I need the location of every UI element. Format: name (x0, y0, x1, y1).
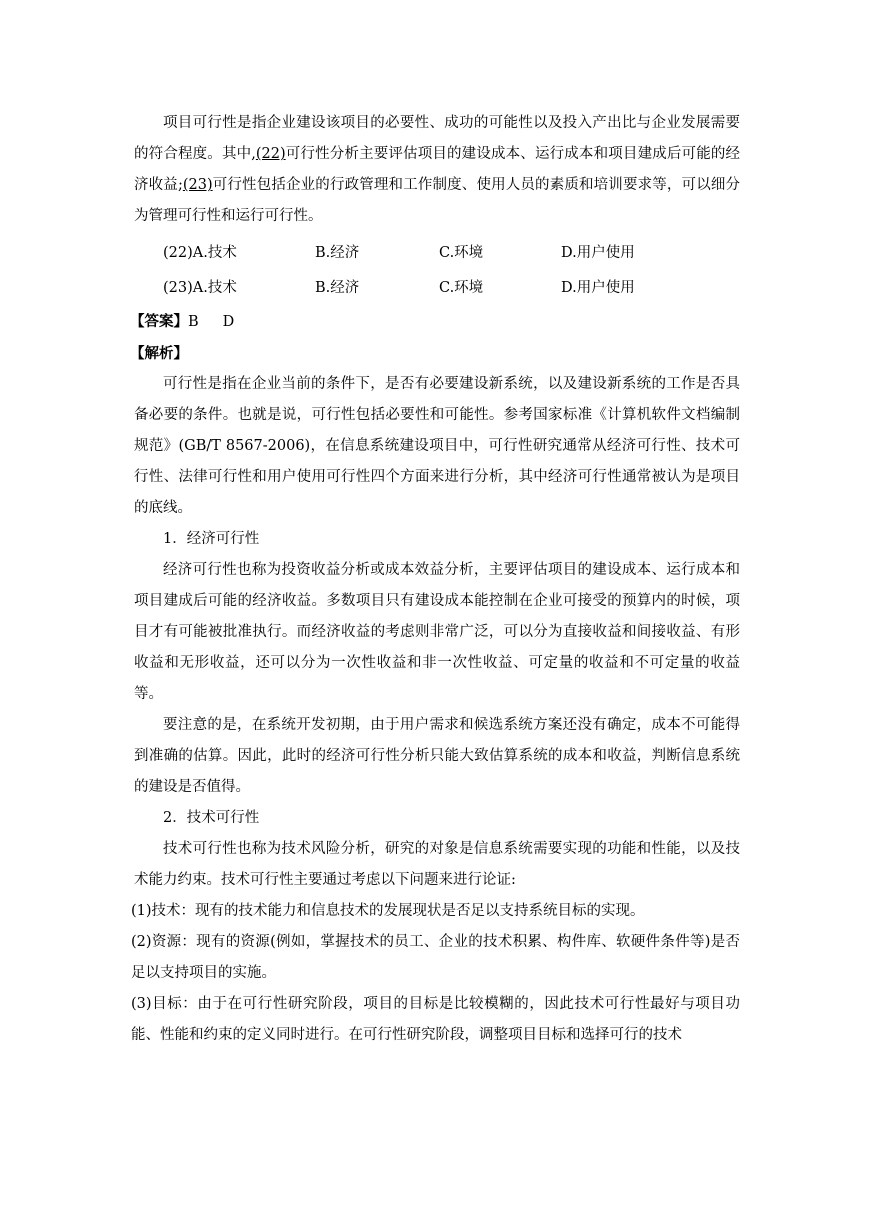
analysis-paragraph-2: 经济可行性也称为投资收益分析或成本效益分析，主要评估项目的建设成本、运行成本和项目建成后可能的经济收益。多数项目只有建设成本能控制在企业可接受的预算内的时候，项目才有可能被批准执行。而经济收益的考虑则非常广泛，可以分为直接收益和间接收益、有形收益和无形收益，还可以分为一次性收益和非一次性收益、可定量的收益和不可定量的收益等。 (134, 562, 740, 702)
list-item-1: (1)技术：现有的技术能力和信息技术的发展现状是否足以支持系统目标的实现。 (131, 903, 645, 919)
option-22-a: (22)A.技术 (163, 245, 237, 261)
answer-second: D (222, 314, 235, 330)
intro-paragraph (134, 108, 740, 232)
document-page (130, 108, 741, 1051)
option-23-a: (23)A.技术 (163, 280, 237, 296)
question-22-options (134, 236, 740, 271)
blank-22: (22) (255, 146, 286, 162)
section-heading-economic: 1．经济可行性 (163, 531, 260, 547)
analysis-paragraph-3: 要注意的是，在系统开发初期，由于用户需求和候选系统方案还没有确定，成本不可能得到准确的估算。因此，此时的经济可行性分析只能大致估算系统的成本和收益，判断信息系统的建设是否值得。 (134, 717, 740, 795)
option-22-b: B.经济 (315, 245, 360, 261)
answer-label: 【答案】 (130, 313, 188, 330)
question-23-options (134, 271, 740, 306)
option-23-b: B.经济 (315, 280, 360, 296)
intro-text-1: 项目可行性是指企业建设该项目的必要性、成功的可能性以及投入产出比与企业发展需要的符合程度。其中, (134, 115, 740, 162)
blank-23: (23) (182, 177, 213, 193)
answer-first: B (188, 314, 199, 330)
option-22-c: C.环境 (439, 245, 484, 261)
option-22-d: D.用户使用 (561, 245, 635, 261)
section-heading-technical: 2．技术可行性 (163, 810, 260, 826)
option-23-d: D.用户使用 (561, 280, 635, 296)
list-item-3: (3)目标：由于在可行性研究阶段，项目的目标是比较模糊的，因此技术可行性最好与项目功能、性能和约束的定义同时进行。在可行性研究阶段，调整项目目标和选择可行的技术 (131, 996, 740, 1043)
intro-text-2: 可行性分析主要评估项目的建设成本、运行成本和项目建成后可能的经济收益; (134, 146, 741, 193)
answer-line (130, 306, 740, 338)
analysis-label: 【解析】 (130, 345, 188, 362)
intro-text-3: 可行性包括企业的行政管理和工作制度、使用人员的素质和培训要求等，可以细分为管理可行性和运行可行性。 (134, 177, 741, 224)
analysis-paragraph-1: 可行性是指在企业当前的条件下，是否有必要建设新系统，以及建设新系统的工作是否具备必要的条件。也就是说，可行性包括必要性和可能性。参考国家标准《计算机软件文档编制规范》(GB/T 8567-2006)，在信息系统建设项目中，可行性研究通常从经济可行性、技术可行性、法律可行性和用户使用可行性四个方面来进行分析，其中经济可行性通常被认为是项目的底线。 (134, 376, 740, 516)
analysis-paragraph-4: 技术可行性也称为技术风险分析，研究的对象是信息系统需要实现的功能和性能，以及技术能力约束。技术可行性主要通过考虑以下问题来进行论证: (134, 841, 740, 888)
option-23-c: C.环境 (439, 280, 484, 296)
list-item-2: (2)资源：现有的资源(例如，掌握技术的员工、企业的技术积累、构件库、软硬件条件等)是否足以支持项目的实施。 (131, 934, 740, 981)
